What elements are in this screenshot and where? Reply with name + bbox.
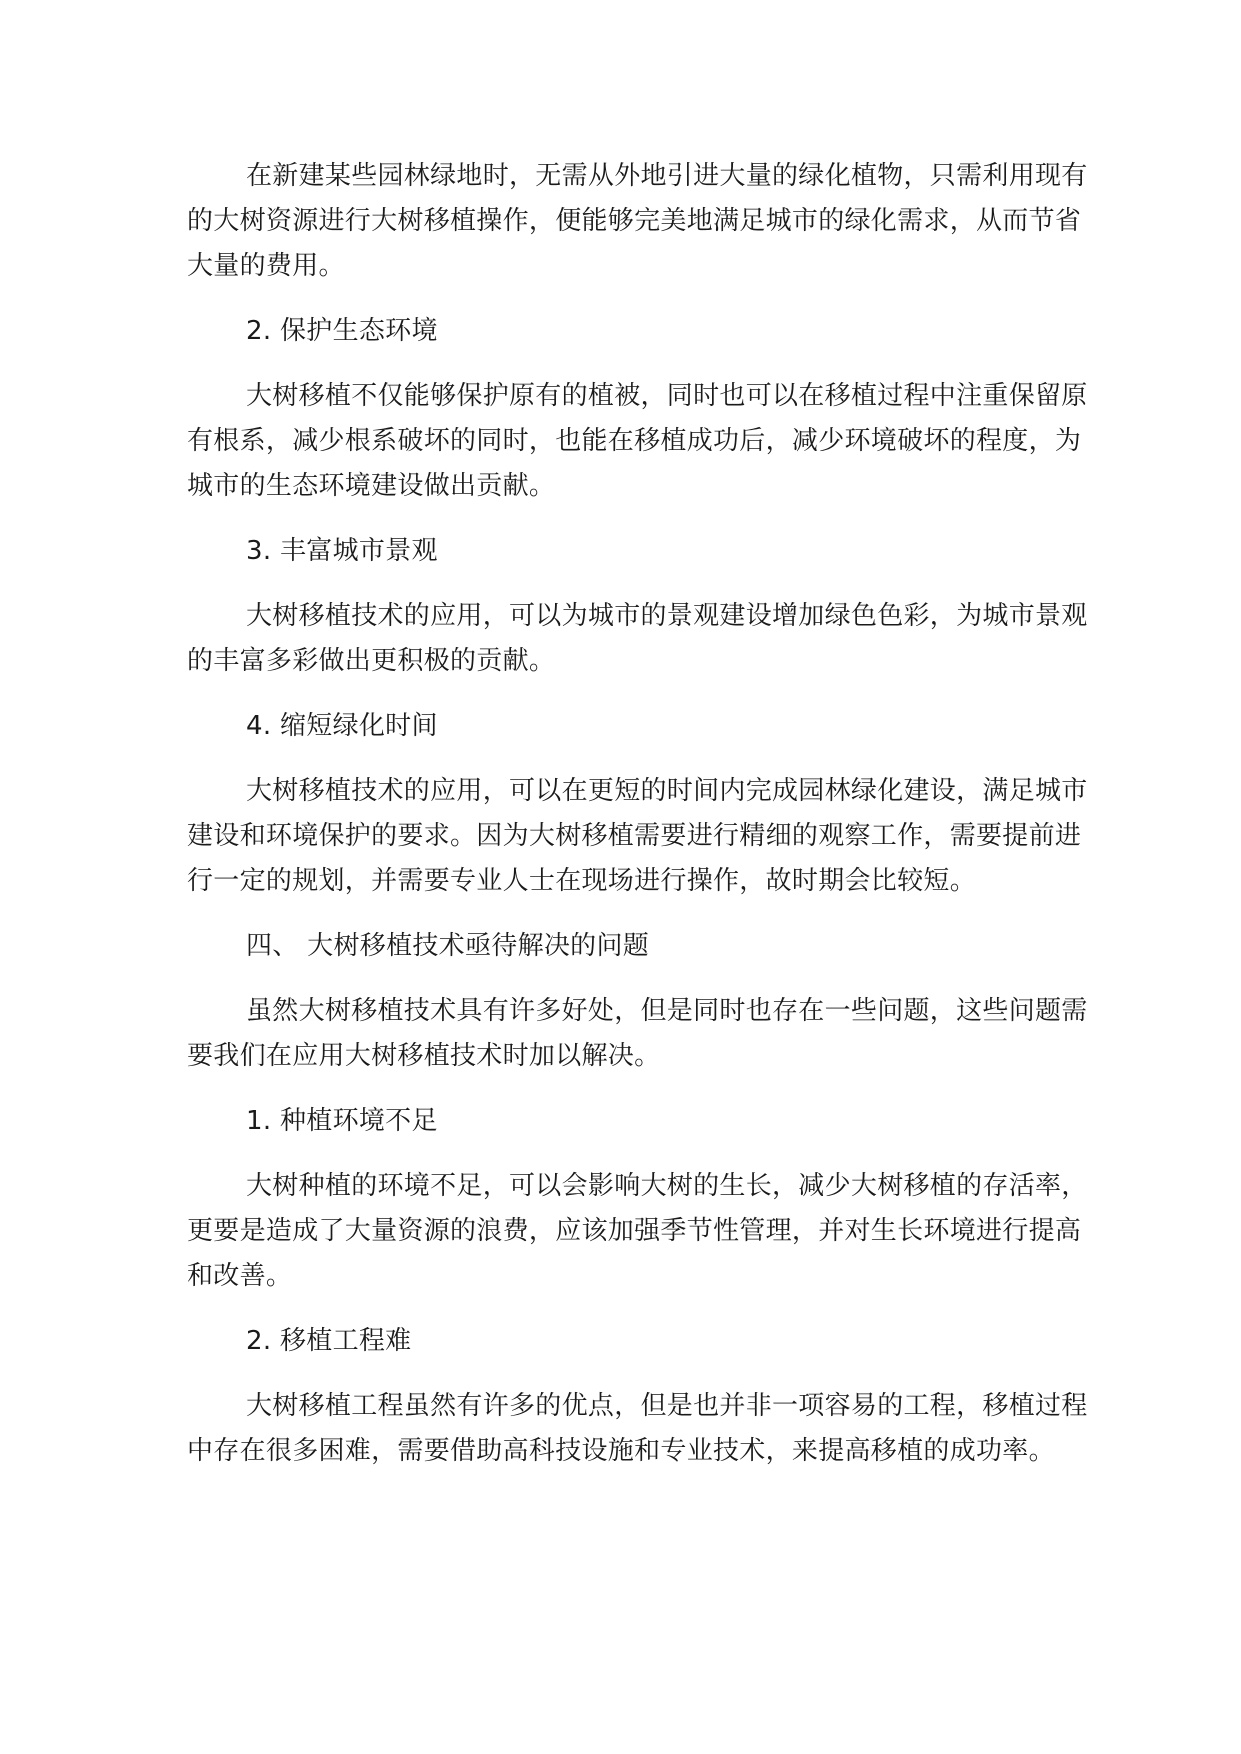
paragraph-shorten-greening-time: 大树移植技术的应用，可以在更短的时间内完成园林绿化建设，满足城市建设和环境保护的要求。因为大树移植需要进行精细的观察工作，需要提前进行一定的规划，并需要专业人士在现场进行操作，故时期会比较短。 [187, 776, 1088, 896]
paragraph-protect-ecology: 大树移植不仅能够保护原有的植被，同时也可以在移植过程中注重保留原有根系，减少根系破坏的同时，也能在移植成功后，减少环境破坏的程度，为城市的生态环境建设做出贡献。 [187, 381, 1088, 501]
heading-protect-ecology: 2. 保护生态环境 [246, 316, 438, 346]
document-body [187, 154, 1095, 1494]
paragraph-problems-intro: 虽然大树移植技术具有许多好处，但是同时也存在一些问题，这些问题需要我们在应用大树移植技术时加以解决。 [187, 996, 1088, 1071]
heading-enrich-landscape: 3. 丰富城市景观 [246, 536, 438, 566]
heading-problems-section: 四、 大树移植技术亟待解决的问题 [246, 931, 650, 961]
paragraph-enrich-landscape: 大树移植技术的应用，可以为城市的景观建设增加绿色色彩，为城市景观的丰富多彩做出更积极的贡献。 [187, 601, 1088, 676]
paragraph-planting-environment: 大树种植的环境不足，可以会影响大树的生长，减少大树移植的存活率，更要是造成了大量资源的浪费，应该加强季节性管理，并对生长环境进行提高和改善。 [187, 1171, 1088, 1291]
heading-planting-environment: 1. 种植环境不足 [246, 1106, 438, 1136]
paragraph-transplant-difficulty: 大树移植工程虽然有许多的优点，但是也并非一项容易的工程，移植过程中存在很多困难，需要借助高科技设施和专业技术，来提高移植的成功率。 [187, 1391, 1088, 1466]
heading-shorten-greening-time: 4. 缩短绿化时间 [246, 711, 438, 741]
heading-transplant-difficulty: 2. 移植工程难 [246, 1326, 412, 1356]
paragraph-new-green-space: 在新建某些园林绿地时，无需从外地引进大量的绿化植物，只需利用现有的大树资源进行大树移植操作，便能够完美地满足城市的绿化需求，从而节省大量的费用。 [187, 161, 1088, 281]
